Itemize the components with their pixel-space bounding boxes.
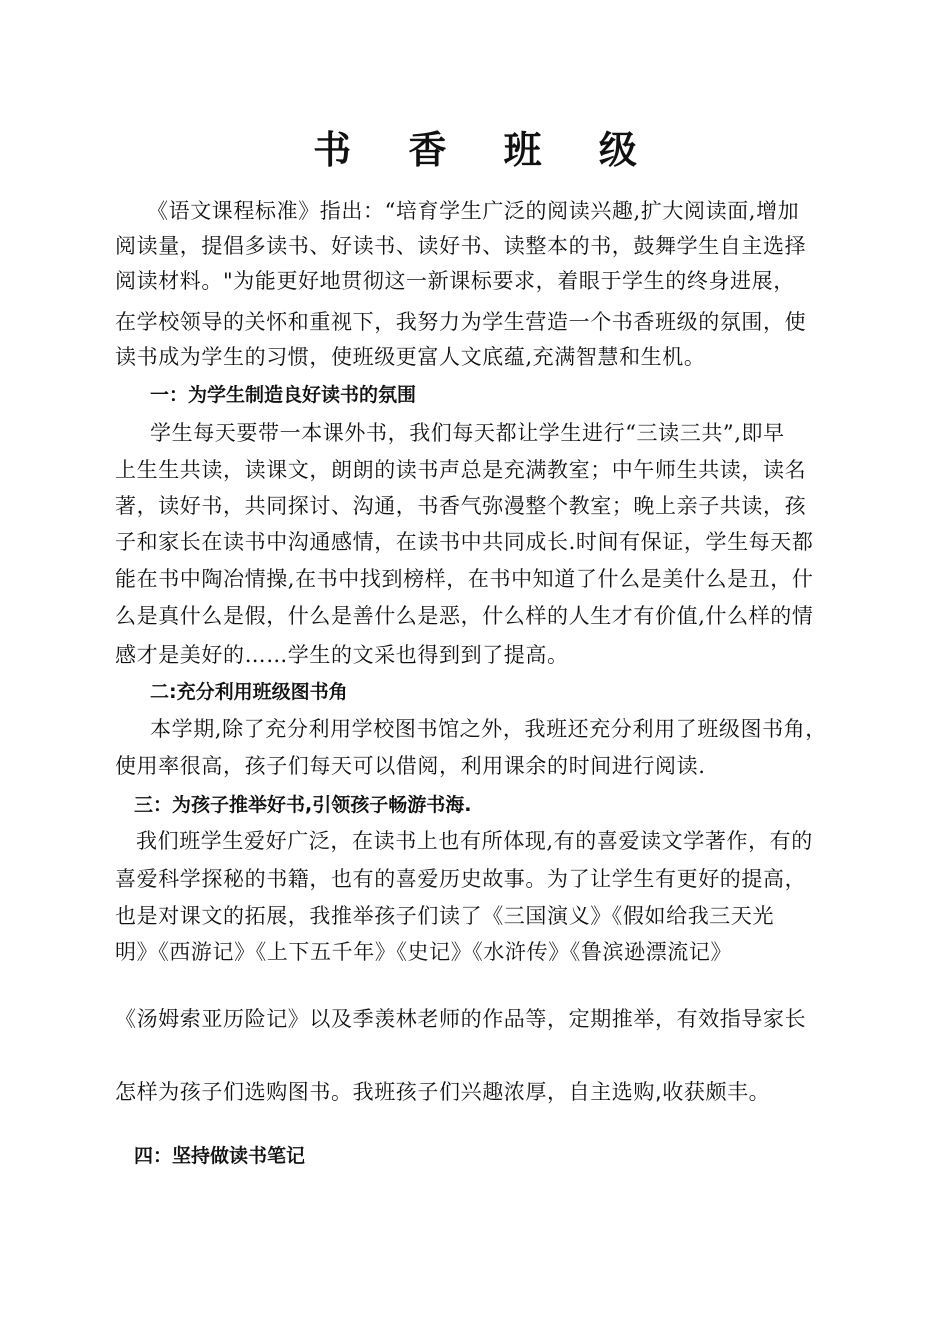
- document-title: 书 香 班 级: [313, 127, 659, 172]
- intro-line-5: 读书成为学生的习惯，使班级更富人文底蕴,充满智慧和生机。: [115, 345, 706, 369]
- section-4-heading: 四：坚持做读书笔记: [134, 1145, 306, 1167]
- intro-line-1: 《语文课程标准》指出：“培育学生广泛的阅读兴趣,扩大阅读面,增加: [147, 199, 800, 223]
- section-3-heading: 三：为孩子推举好书,引领孩子畅游书海.: [134, 794, 472, 816]
- section-1-line-7: 感才是美好的……学生的文采也得到到了提高。: [115, 643, 569, 667]
- section-3-line-5-serif: 《汤姆索亚历险记》以及季羡林老师的作品等，: [115, 1007, 569, 1031]
- section-3-line-4: 明》《西游记》《上下五千年》《史记》《水浒传》《鲁滨逊漂流记》: [115, 940, 733, 964]
- section-1-line-4: 子和家长在读书中沟通感情，在读书中共同成长.时间有保证，学生每天都: [115, 530, 814, 554]
- section-3-line-5-sans: 定期推举，有效指导家长: [568, 1007, 807, 1031]
- section-1-line-1: 学生每天要带一本课外书，我们每天都让学生进行“三读三共”,即早: [150, 421, 785, 445]
- section-3-line-2: 喜爱科学探秘的书籍，也有的喜爱历史故事。为了让学生有更好的提高，: [115, 867, 807, 891]
- intro-line-4: 在学校领导的关怀和重视下，我努力为学生营造一个书香班级的氛围，使: [115, 310, 807, 334]
- section-3-line-6: 怎样为孩子们选购图书。我班孩子们兴趣浓厚，自主选购,收获颇丰。: [115, 1080, 771, 1104]
- section-1-line-6: 么是真什么是假，什么是善什么是恶，什么样的人生才有价值,什么样的情: [115, 604, 814, 628]
- section-1-line-5: 能在书中陶冶情操,在书中找到榜样，在书中知道了什么是美什么是丑，什: [115, 567, 814, 591]
- section-2-line-1: 本学期,除了充分利用学校图书馆之外，我班还充分利用了班级图书角，: [150, 717, 827, 741]
- section-3-line-3: 也是对课文的拓展，我推举孩子们读了《三国演义》《假如给我三天光: [115, 904, 775, 928]
- section-2-heading: 二:充分利用班级图书角: [150, 681, 348, 703]
- section-3-line-1: 我们班学生爱好广泛，在读书上也有所体现,有的喜爱读文学著作，有的: [136, 829, 813, 853]
- section-1-heading: 一：为学生制造良好读书的氛围: [150, 384, 417, 406]
- section-1-line-3: 著，读好书，共同探讨、沟通，书香气弥漫整个教室；晚上亲子共读，孩: [115, 494, 807, 518]
- intro-line-3: 阅读材料。"为能更好地贯彻这一新课标要求，着眼于学生的终身进展，: [115, 269, 795, 293]
- section-3-line-5: [115, 1004, 806, 1034]
- intro-line-2: 阅读量，提倡多读书、好读书、读好书、读整本的书，鼓舞学生自主选择: [115, 234, 807, 258]
- section-2-line-2: 使用率很高，孩子们每天可以借阅，利用课余的时间进行阅读.: [115, 754, 706, 778]
- section-1-line-2: 上生生共读，读课文，朗朗的读书声总是充满教室；中午师生共读，读名: [115, 458, 807, 482]
